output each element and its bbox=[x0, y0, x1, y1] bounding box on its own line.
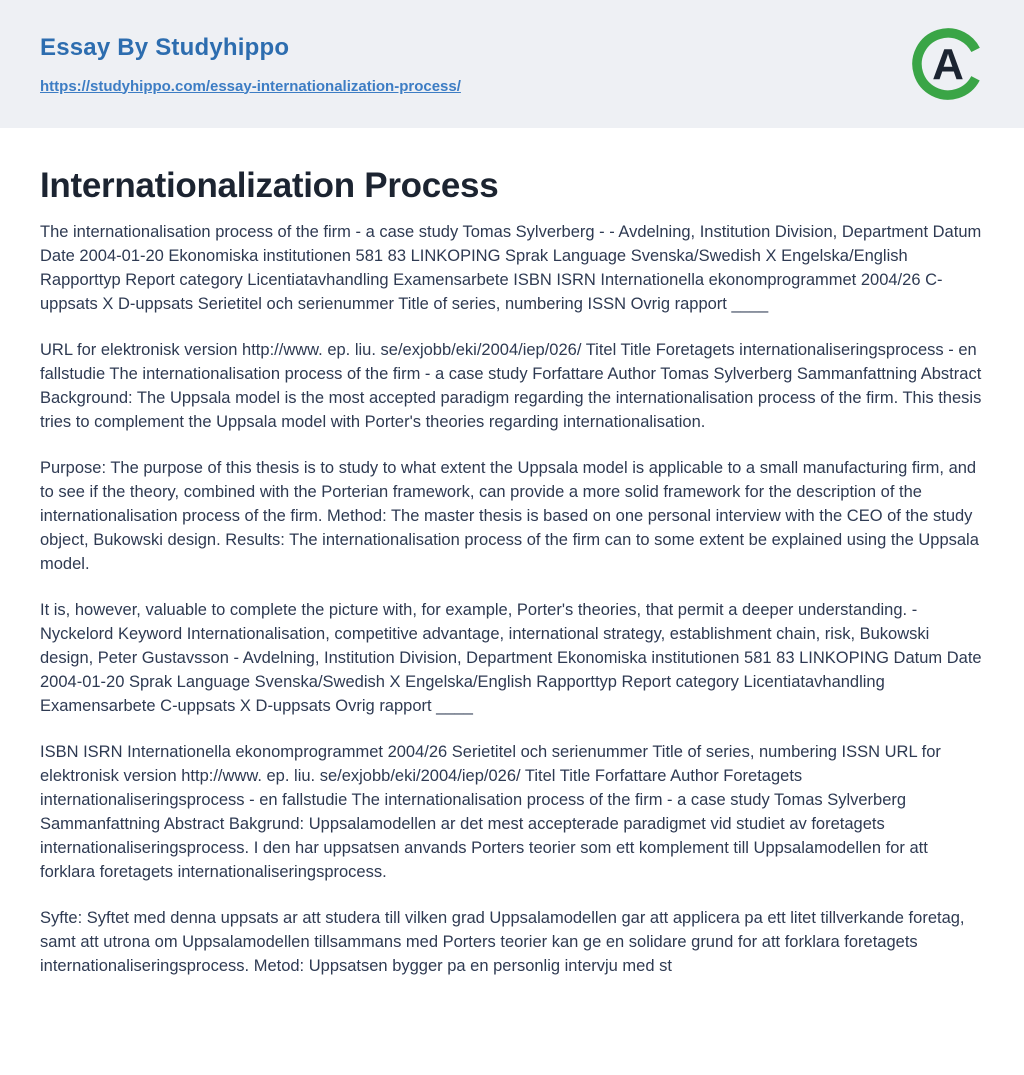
essay-paragraph: The internationalisation process of the firm - a case study Tomas Sylverberg - - Avdelning, Institution Division, Department Datum Date 2004-01-20 Ekonomiska institutionen 581 83 LINKOPING Sprak Language Svenska/Swedish X Engelska/English Rapporttyp Report category Licentiatavhandling Examensarbete ISBN ISRN Internationella ekonomprogrammet 2004/26 C-uppsats X D-uppsats Serietitel och serienummer Title of series, numbering ISSN Ovrig rapport ____ bbox=[40, 223, 982, 313]
page-title: Internationalization Process bbox=[40, 166, 499, 205]
essay-paragraph: URL for elektronisk version http://www. ep. liu. se/exjobb/eki/2004/iep/026/ Titel Title Foretagets internationaliseringsprocess - en fallstudie The internationalisation process of the firm - a case study Forfattare Author Tomas Sylverberg Sammanfattning Abstract Background: The Uppsala model is the most accepted paradigm regarding the internationalisation process of the firm. This thesis tries to complement the Uppsala model with Porter's theories regarding internationalisation. bbox=[40, 341, 982, 431]
essay-paragraph: ISBN ISRN Internationella ekonomprogrammet 2004/26 Serietitel och serienummer Title of series, numbering ISSN URL for elektronisk version http://www. ep. liu. se/exjobb/eki/2004/iep/026/ Titel Title Forfattare Author Foretagets internationaliseringsprocess - en fallstudie The internationalisation process of the firm - a case study Tomas Sylverberg Sammanfattning Abstract Bakgrund: Uppsalamodellen ar det mest accepterade paradigmet vid studiet av foretagets internationaliseringsprocess. I den har uppsatsen anvands Porters teorier som ett komplement till Uppsalamodellen for att forklara foretagets internationaliseringsprocess. bbox=[40, 743, 941, 881]
essay-paragraph: Syfte: Syftet med denna uppsats ar att studera till vilken grad Uppsalamodellen gar att applicera pa ett litet tillverkande foretag, samt att utrona om Uppsalamodellen tillsammans med Porters teorier kan ge en solidare grund for att forklara foretagets internationaliseringsprocess. Metod: Uppsatsen bygger pa en personlig intervju med st bbox=[40, 909, 965, 975]
essay-paragraph: It is, however, valuable to complete the picture with, for example, Porter's theories, that permit a deeper understanding. - Nyckelord Keyword Internationalisation, competitive advantage, international strategy, establishment chain, risk, Bukowski design, Peter Gustavsson - Avdelning, Institution Division, Department Ekonomiska institutionen 581 83 LINKOPING Datum Date 2004-01-20 Sprak Language Svenska/Swedish X Engelska/English Rapporttyp Report category Licentiatavhandling Examensarbete C-uppsats X D-uppsats Ovrig rapport ____ bbox=[40, 601, 982, 715]
header-text bbox=[40, 34, 461, 95]
site-title: Essay By Studyhippo bbox=[40, 33, 290, 61]
essay-paragraph: Purpose: The purpose of this thesis is to study to what extent the Uppsala model is applicable to a small manufacturing firm, and to see if the theory, combined with the Porterian framework, can provide a more solid framework for the description of the internationalisation process of the firm. Method: The master thesis is based on one personal interview with the CEO of the study object, Bukowski design. Results: The internationalisation process of the firm can to some extent be explained using the Uppsala model. bbox=[40, 459, 979, 573]
studyhippo-logo-icon[interactable] bbox=[910, 26, 986, 102]
site-header bbox=[0, 0, 1024, 128]
essay-content bbox=[0, 128, 1024, 1048]
source-url-link[interactable]: https://studyhippo.com/essay-internationalization-process/ bbox=[40, 77, 461, 95]
logo-letter: A bbox=[932, 40, 964, 89]
